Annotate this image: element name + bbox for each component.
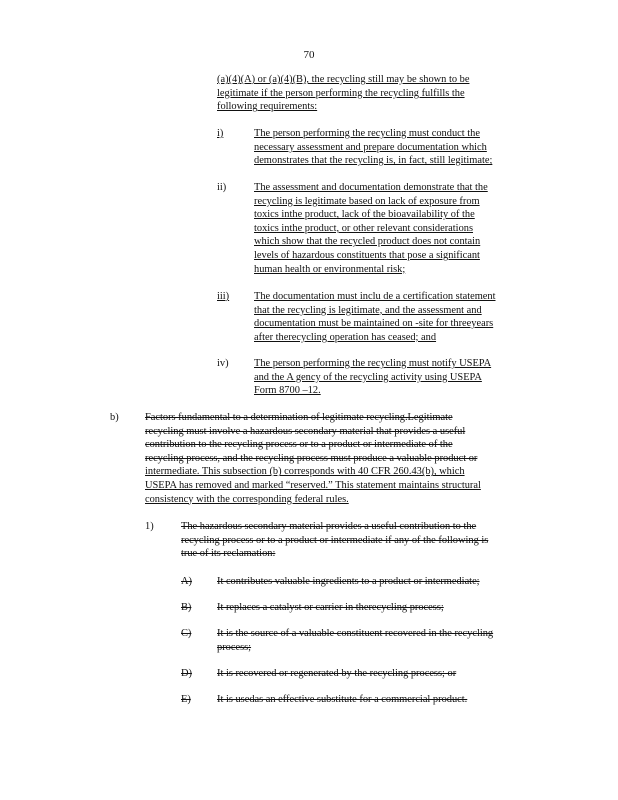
section-marker: b) <box>110 412 119 423</box>
item-marker: E) <box>181 694 191 705</box>
text-line: demonstrates that the recycling is, in fact, still legitimate; <box>254 155 493 167</box>
text-line: human health or environmental risk; <box>254 263 406 275</box>
requirement-paragraph <box>254 290 534 344</box>
text-line: It is usedas an effective substitute for a commercial product. <box>217 694 468 705</box>
text-line: It is recovered or regenerated by the recycling process; or <box>217 668 457 679</box>
text-line: The person performing the recycling must notify USEPA <box>254 358 492 369</box>
text-line: recycling must involve a hazardous secondary material that provides a useful <box>145 425 466 437</box>
text-line: necessary assessment and prepare documentation which <box>254 141 487 153</box>
text-line: The person performing the recycling must conduct the <box>254 128 480 139</box>
text-line: The hazardous secondary material provides a useful contribution to the <box>181 521 477 532</box>
item-marker: iv) <box>217 358 229 369</box>
text-line: recycling process or to a product or intermediate if any of the following is <box>181 534 489 546</box>
item-marker: i) <box>217 128 224 139</box>
text-line: USEPA has removed and marked “reserved.” This statement maintains structural <box>145 479 481 491</box>
item-marker: C) <box>181 628 192 639</box>
text-line: contribution to the recycling process or to a product or intermediate of the <box>145 439 453 451</box>
text-line: recycling is legitimate based on lack of exposure from <box>254 195 480 207</box>
text-line: consistency with the corresponding federal rules. <box>145 493 349 505</box>
sub-item-paragraph <box>217 601 537 615</box>
text-line: It contributes valuable ingredients to a product or intermediate; <box>217 576 480 587</box>
text-line: following requirements: <box>217 101 318 113</box>
text-line: toxics inthe product, lack of the bioavailability of the <box>254 209 475 221</box>
text-line: The assessment and documentation demonstrate that the <box>254 182 488 193</box>
item-marker: D) <box>181 668 192 679</box>
page-number: 70 <box>303 49 315 61</box>
text-line: documentation must be maintained on -site for threeyears <box>254 318 494 330</box>
item-marker: 1) <box>145 521 154 532</box>
text-line: after therecycling operation has ceased; and <box>254 331 437 343</box>
item-1-paragraph <box>181 520 536 561</box>
requirement-paragraph <box>254 181 522 276</box>
sub-item-paragraph <box>217 693 537 707</box>
text-line: intermediate. This subsection (b) corresponds with 40 CFR 260.43(b), which <box>145 466 465 478</box>
text-line: Form 8700 –12. <box>254 385 321 397</box>
requirement-paragraph <box>254 357 522 398</box>
text-line: process; <box>217 641 252 653</box>
section-b-paragraph <box>145 411 535 506</box>
text-line: The documentation must inclu de a certification statement <box>254 291 496 302</box>
text-line: toxics inthe product, or other relevant considerations <box>254 222 474 234</box>
text-line: and the A gency of the recycling activity using USEPA <box>254 371 482 383</box>
sub-item-paragraph <box>217 627 537 654</box>
text-line: recycling process, and the recycling process must produce a valuable product or <box>145 452 478 464</box>
sub-item-paragraph <box>217 575 537 589</box>
text-line: levels of hazardous constituents that pose a significant <box>254 249 480 261</box>
text-line: legitimate if the person performing the recycling fulfills the <box>217 87 465 99</box>
sub-item-paragraph <box>217 667 537 681</box>
item-marker: A) <box>181 576 192 587</box>
text-line: It is the source of a valuable constituent recovered in the recycling <box>217 628 494 639</box>
text-line: (a)(4)(A) or (a)(4)(B), the recycling still may be shown to be <box>217 74 470 85</box>
item-marker: B) <box>181 602 192 613</box>
item-marker: iii) <box>217 291 230 302</box>
text-line: true of its reclamation: <box>181 548 276 560</box>
text-line: which show that the recycled product does not contain <box>254 236 481 248</box>
text-line: It replaces a catalyst or carrier in therecycling process; <box>217 602 444 613</box>
item-marker: ii) <box>217 182 227 193</box>
text-line: that the recycling is legitimate, and the assessment and <box>254 304 482 316</box>
text-line: Factors fundamental to a determination of legitimate recycling.Legitimate <box>145 412 453 423</box>
requirement-paragraph <box>254 127 522 168</box>
intro-paragraph <box>217 73 509 114</box>
